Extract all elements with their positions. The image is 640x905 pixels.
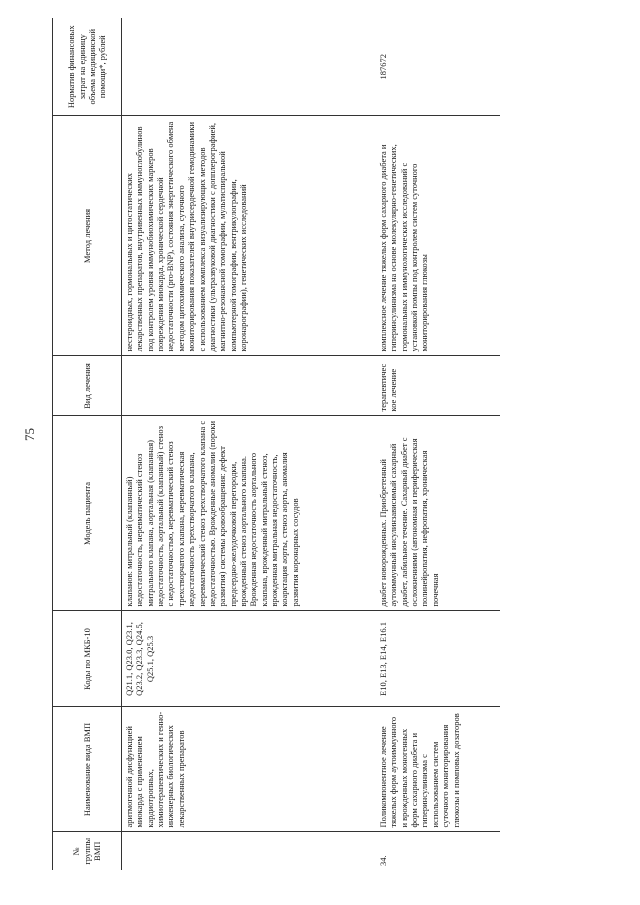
table-row: [376, 18, 500, 870]
header-method: Метод лечения: [53, 116, 122, 356]
cell-codes: Q21.1, Q23.0, Q23.1, Q23.2, Q23.3, Q24.5, Q25.1, Q25.3: [122, 611, 377, 707]
cell-name: Поликомпонентное лечение тяжелых форм аутоиммунного и врожденных моногенных форм сахарного диабета и гиперинсулинизма с использованием систем суточного мониторирования глюкозы и помповых дозаторов: [376, 707, 500, 832]
header-cost: Норматив финансовых затрат на единицу объема медицинской помощи*, рублей: [53, 18, 122, 116]
cell-cost: [122, 18, 377, 116]
cell-type: терапевтическое лечение: [376, 356, 500, 416]
cell-name: аритмогенной дисфункцией миокарда с применением кардиотропных, химиотерапевтических и генно-инженерных биологических лекарственных препаратов: [122, 707, 377, 832]
vmp-table: [52, 18, 500, 870]
cell-model: клапанов: митральный (клапанный) недостаточность, неревматический стеноз митрального клапана, аортальная (клапанная) недостаточность, аортальный (клапанный) стеноз с недостаточностью, неревматический стеноз трехстворчатого клапана, неревматическая недостаточность трехстворчатого клапана, неревматический стеноз трехстворчатого клапана с недостаточностью. Врожденные аномалии (пороки развития) системы кровообращения: дефект предсердно-желудочковой перегородки, врожденный стеноз аортального клапана. Врожденная недостаточность аортального клапана, врожденный митральный стеноз, врожденная митральная недостаточность, коарктация аорты, стеноз аорты, аномалия развития коронарных сосудов: [122, 416, 377, 611]
rotated-table-container: [52, 18, 640, 870]
cell-codes: E10, E13, E14, E16.1: [376, 611, 500, 707]
cell-group: 34.: [378, 855, 388, 866]
cell-cost: 187672: [376, 18, 500, 116]
cell-type: [122, 356, 377, 416]
page-number: 75: [22, 428, 37, 441]
cell-method: нестероидных, гормональных и цитостатических лекарственных препаратов, внутривенных иммуноглобулинов под контролем уровня иммунобиохимических маркеров повреждения миокарда, хронической сердечной недостаточности (pro-BNP), состояния энергетического обмена методом цитохимического анализа, суточного мониторирования показателей внутрисердечной гемодинамики с использованием комплекса визуализирующих методов диагностики (ультразвуковой диагностики с допплерографией, магнитно-резонансной томографии, мультиспиральной компьютерной томографии, вентрикулографии, коронарографии), генетических исследований: [122, 116, 377, 356]
table-header-row: [53, 18, 122, 870]
header-codes: Коды по МКБ-10: [53, 611, 122, 707]
header-model: Модель пациента: [53, 416, 122, 611]
header-type: Вид лечения: [53, 356, 122, 416]
cell-group: [122, 832, 377, 870]
table-row: [122, 18, 377, 870]
cell-model: диабет новорожденных. Приобретенный аутоиммунный инсулинзависимый сахарный диабет, лабильное течение. Сахарный диабет с осложнениями (автономная и периферическая полинейропатия, нефропатия, хроническая почечная: [376, 416, 500, 611]
cell-method: комплексное лечение тяжелых форм сахарного диабета и гиперинсулинизма на основе молекулярно-генетических, гормональных и иммунологических исследований с установкой помпы под контролем систем суточного мониторирования глюкозы: [376, 116, 500, 356]
header-group: № группы ВМП: [53, 832, 122, 870]
header-name: Наименование вида ВМП: [53, 707, 122, 832]
